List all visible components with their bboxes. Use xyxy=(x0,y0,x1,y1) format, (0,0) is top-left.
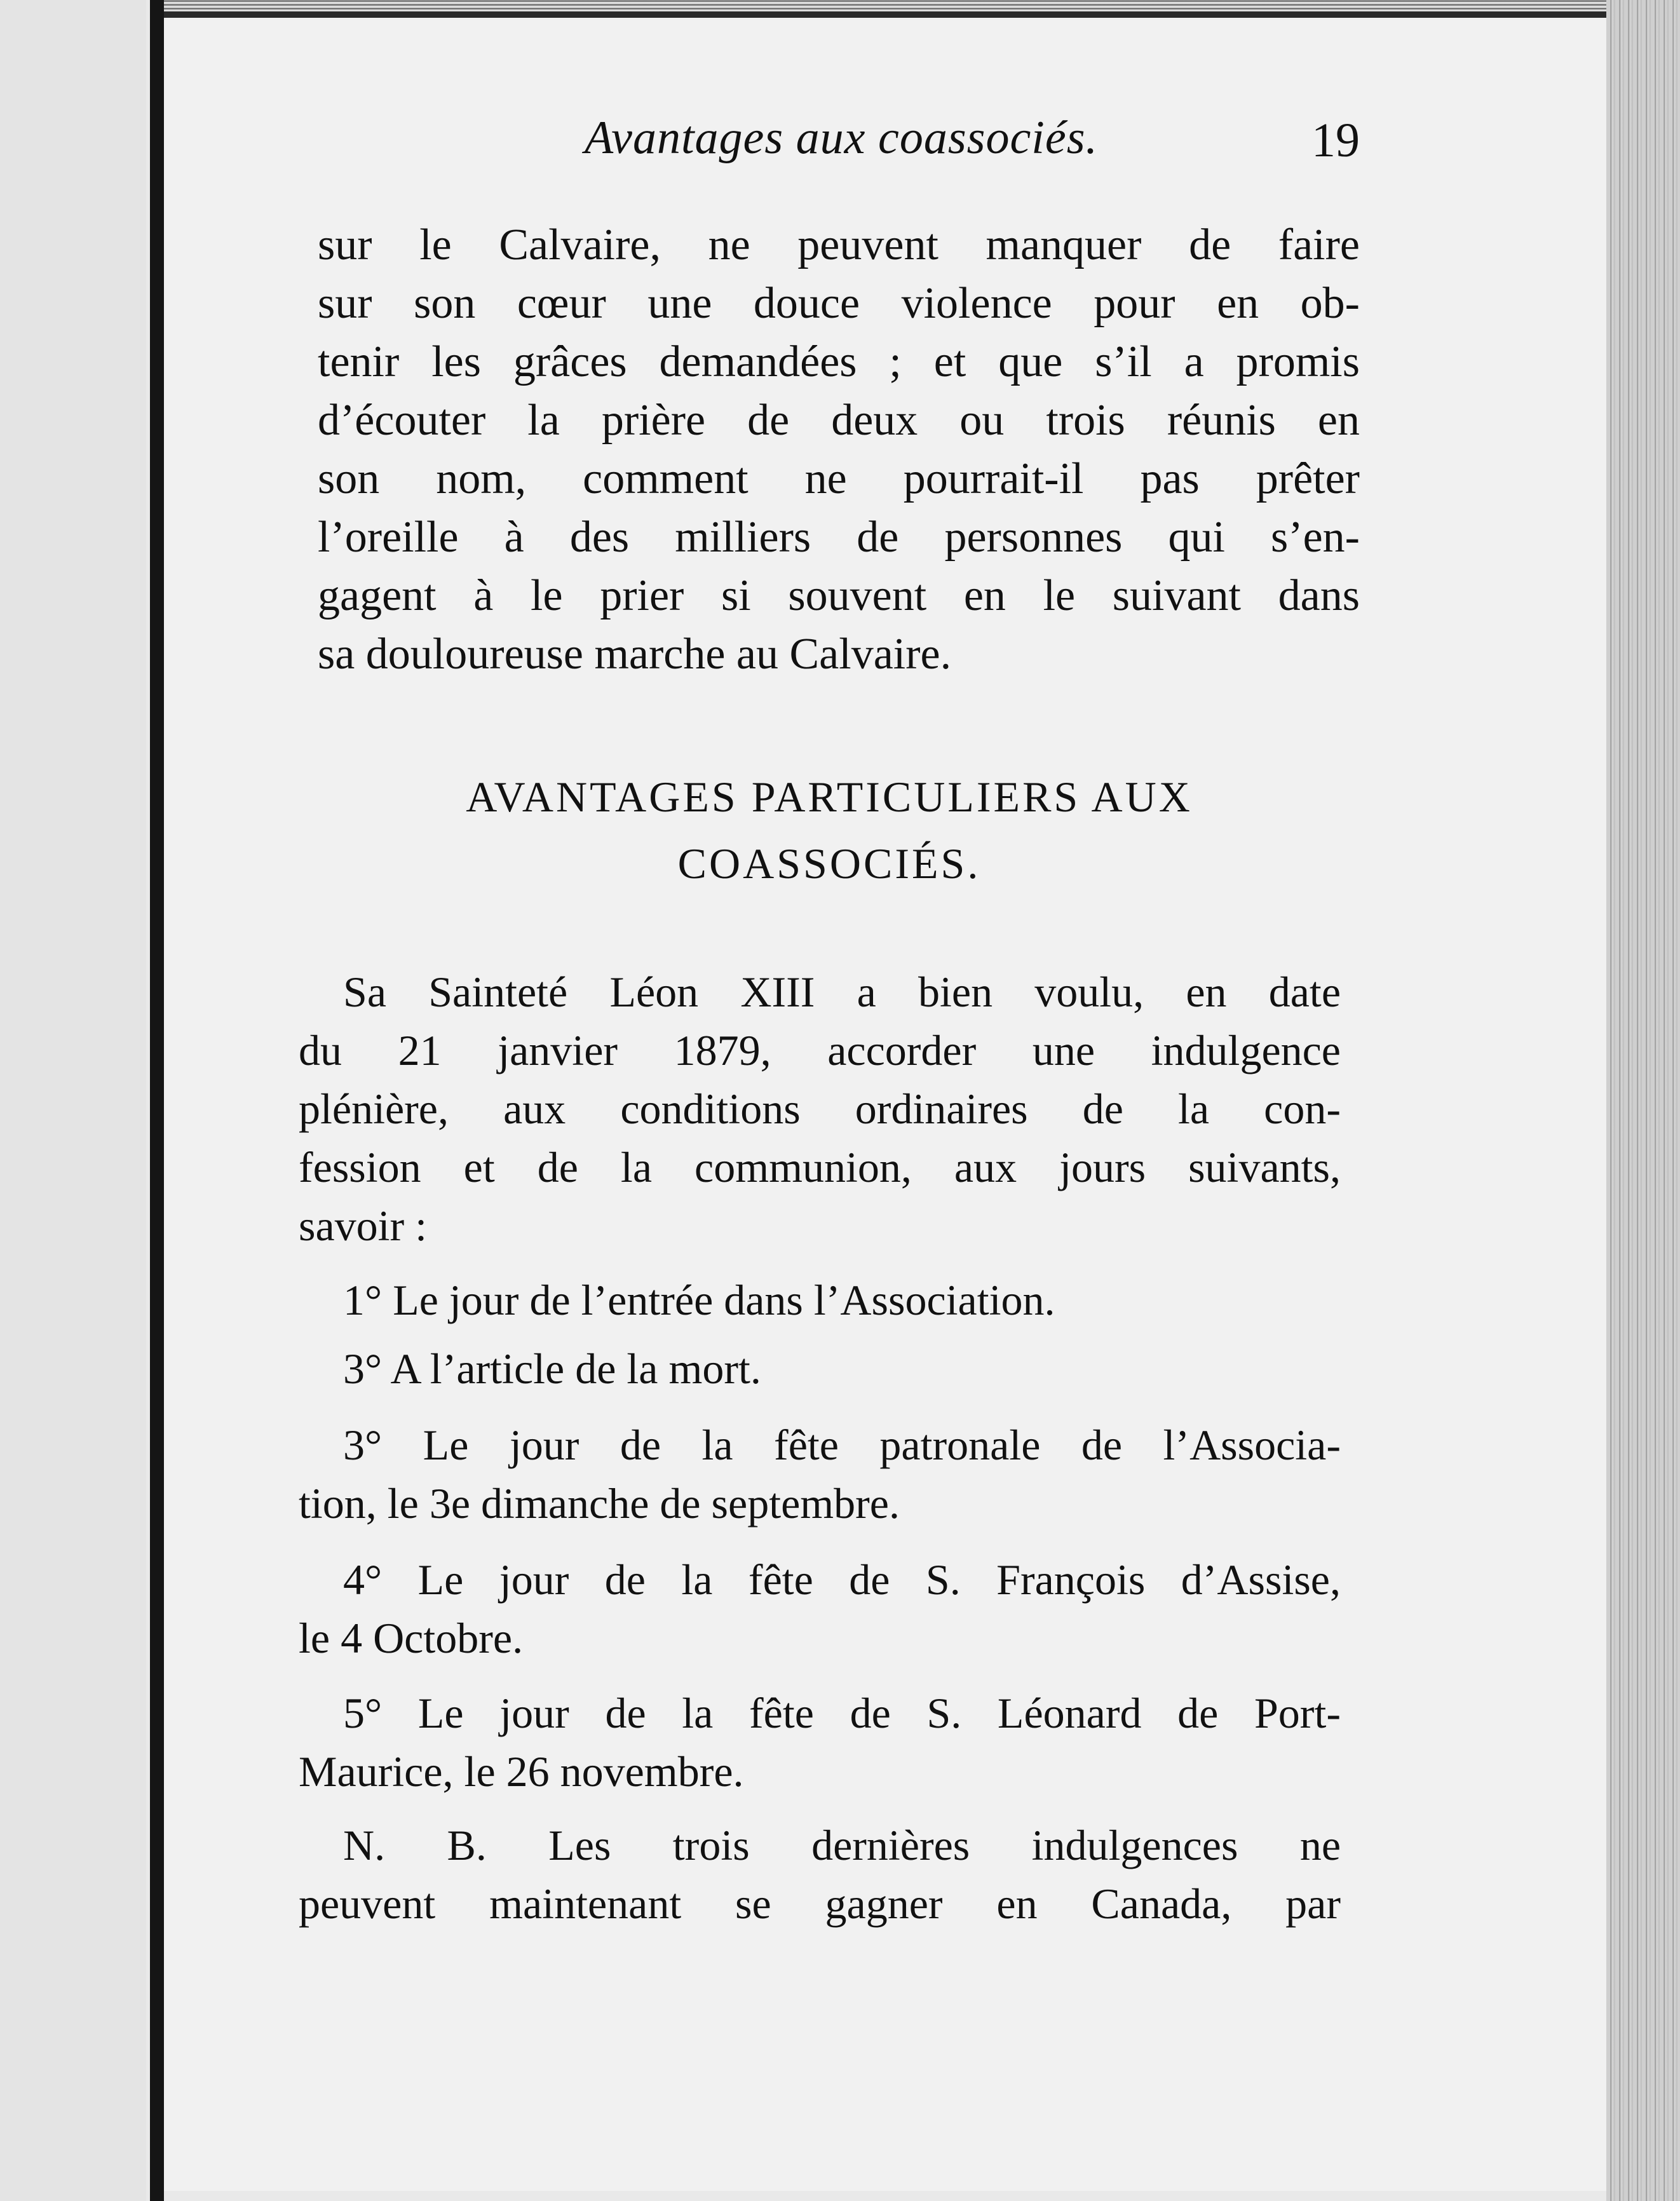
text-line: son nom, comment ne pourrait-il pas prêter xyxy=(318,454,1360,503)
text-line: tion, le 3e dimanche de septembre. xyxy=(299,1479,900,1527)
text-line: fession et de la communion, aux jours suivants, xyxy=(299,1143,1341,1191)
section-heading-continued: COASSOCIÉS. xyxy=(677,839,981,888)
text-line: 5° Le jour de la fête de S. Léonard de Port- xyxy=(343,1689,1341,1737)
book-gutter xyxy=(150,0,164,2201)
text-line: sur le Calvaire, ne peuvent manquer de faire xyxy=(318,220,1360,269)
page-edges-right xyxy=(1606,0,1680,2201)
text-line: Sa Sainteté Léon XIII a bien voulu, en date xyxy=(343,968,1341,1016)
text-line: du 21 janvier 1879, accorder une indulgence xyxy=(299,1026,1341,1074)
text-line: l’oreille à des milliers de personnes qui s’en- xyxy=(318,513,1360,562)
list-item xyxy=(299,1684,1341,1801)
section-heading: AVANTAGES PARTICULIERS AUX xyxy=(466,773,1193,821)
text-line: savoir : xyxy=(299,1202,428,1250)
text-line: 4° Le jour de la fête de S. François d’Assise, xyxy=(343,1555,1341,1604)
text-line: 3° Le jour de la fête patronale de l’Associa- xyxy=(343,1421,1341,1469)
note-paragraph xyxy=(299,1816,1341,1933)
running-head: Avantages aux coassociés. xyxy=(585,112,1098,164)
text-line: le 4 Octobre. xyxy=(299,1614,524,1662)
text-line: peuvent maintenant se gagner en Canada, par xyxy=(299,1879,1341,1928)
list-item xyxy=(299,1416,1341,1533)
text-line: Maurice, le 26 novembre. xyxy=(299,1747,744,1796)
text-line: gagent à le prier si souvent en le suivant dans xyxy=(318,571,1360,620)
text-line: 1° Le jour de l’entrée dans l’Association. xyxy=(343,1276,1055,1324)
list-item xyxy=(299,1550,1341,1667)
page-number: 19 xyxy=(1311,114,1360,167)
opening-paragraph xyxy=(318,216,1360,684)
text-line: 3° A l’article de la mort. xyxy=(343,1344,761,1393)
list-item xyxy=(299,1271,1341,1329)
facing-page xyxy=(0,0,146,2201)
text-line: d’écouter la prière de deux ou trois réunis en xyxy=(318,396,1360,445)
intro-paragraph xyxy=(299,963,1341,1255)
text-line: tenir les grâces demandées ; et que s’il a promis xyxy=(318,337,1360,386)
list-item xyxy=(299,1339,1341,1398)
text-line: sa douloureuse marche au Calvaire. xyxy=(318,630,952,679)
text-line: sur son cœur une douce violence pour en ob- xyxy=(318,279,1360,328)
text-line: plénière, aux conditions ordinaires de la con- xyxy=(299,1085,1341,1133)
text-line: N. B. Les trois dernières indulgences ne xyxy=(343,1821,1341,1869)
page-edges-top xyxy=(164,0,1680,11)
